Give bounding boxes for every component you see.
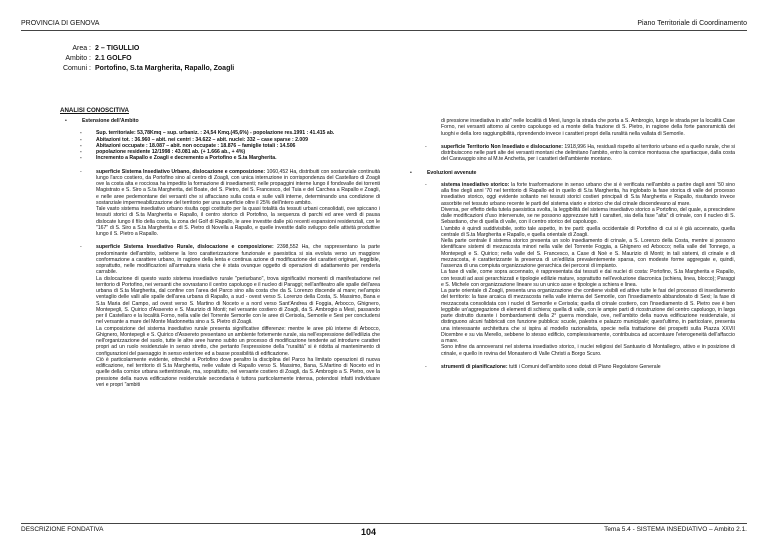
area-info <box>58 44 234 74</box>
storico-paragraph: - sistema insediativo storico: la forte trasformazione in senso urbano che si è verificata nell'ambito a partire dagli anni '50 sino alla fine degli anni '70 nel territorio di Rapallo ed in quello di S.ta Margherita, ha inglobato la fase storica di valle del processo insediativo storico, oggi evidente soltanto nei tessuti storici costieri principali di S.ta Margherita e Rapallo, risultando invece assorbite nel tessuto urbano recente le parti del sistema viario e storico che dal crinale discendevano al mare. Diversa, per effetto della tutela paesistica svolta, la leggibilità del sistema insediativo storico a Portofino, del quale, a prescindere dalle modificazioni d'uso intervenute, se ne possono apprezzare tutti i caratteri, sia della fase "alta" di crinale, con il nucleo di S. Sebastiano, che di quella di valle, con il centro storico del capoluogo. L'ambito è quindi suddivisibile, sotto tale aspetto, in tre parti: quella occidentale di Portofino di cui si è già accennato, quella centrale di S.ta Margherita e Rapallo, e quella orientale di Zoagli. Nella parte centrale il sistema storico presenta un solo insediamento di crinale, a S. Lorenzo della Costa, mentre si possono identificare sistemi di mezzacosta minori nella valle del Torrente Foggia, a Ghignero ed Arbocco; nella valle del Tonnego, a Montepegli e S. Quirico; nella valle del S. Francesco, a Case di Noè e S. Maurizio di Monti; in tali sistemi, di crinale e di mezzacosta, è caratterizzante la presenza di un'edilizia prevalentemente sparsa, con modeste forme aggregate e, quindi, l'assenza di una compiuta organizzazione gerarchica dei percorsi di impianto. La fase di valle, come sopra accennato, è rappresentata dai tessuti e dai nuclei di costa: Portofino, S.ta Margherita e Rapallo, con tessuti ad assi gerarchizzati e tipologie edilizie mature, soprattutto nell'evoluzione diacronica (schiera, linea, blocco); Paraggi e S. Michele con organizzazione lineare su un unico asse e tipologie a schiera e linea. La parte orientale di Zoagli, presenta una organizzazione che contiene visibili ed attive tutte le fasi del processo di insediamento del territorio: la fase arcaica di mezzacosta nella valle interna del Semorile, con l'insediamento abbandonato di Sexi; la fase di mezzacosta consolidata con i nuclei di Semorile e Cerisola; quella di crinale costiero, con l'insediamento di S. Pietro ove è ben leggibile un'aggregazione di elementi di schiera; quella di valle, con le ampie parti di ricostruzione del centro capoluogo, in larga parte distrutto durante i bombardamenti della 2° guerra mondiale, ove, nell'ambito della nuova edificazione residenziale, si distinguono alcuni fabbricati con funzione pubblica: scuole, palestra e palazzo municipale; quest'ultimo, in particolare, presenta una interessante architettura che si ispira al modello razionalista, specie nella trattazione dei prospetti sulla Piazza XXVII Dicembre e su via Merello, sebbene lo stesso edificio, complessivamente, contribuisca ad accentuare l'eterogeneità dell'affaccio a mare. Sono infine da annoverarsi nel sistema insediativo storico, i nuclei religiosi del Santuario di Montallegro, attivo e in posizione di crinale, e quello in rovina del Monastero di Valle Christi a Borgo Scuro. <box>425 181 735 357</box>
header-right: Piano Territoriale di Coordinamento <box>637 20 747 27</box>
right-column <box>405 118 735 377</box>
footer-right: Tema 5.4 - SISTEMA INSEDIATIVO – Ambito 2.1. <box>604 526 747 533</box>
header-left: PROVINCIA DI GENOVA <box>21 20 100 27</box>
left-column <box>60 118 380 395</box>
list-item: - Abitazioni tot. : 36.960 – abit. nei centri : 34.622 – abit. nuclei: 332 – case sparse : 2.009 <box>80 136 308 143</box>
rurale-heading: superficie Sistema Insediativo Rurale, dislocazione e composizione: <box>96 244 274 251</box>
urbano-paragraph: - superficie Sistema Insediativo Urbano, dislocazione e composizione: 1060,452 Ha, distribuiti con sostanziale continuità lungo l'arco costiero, da Portofino sino al centro di Zoagli, con unica interruzione in corrispondenza del Castellaro di Zoagli ove la costa alta e rocciosa ha impedito la formazione di insediamenti; nelle propaggini interne lungo il fondovalle dei torrenti Magistrato e S. Siro a S.ta Margherita, del Boate, del S. Pietro, del S. Francesco, del Tuia e del Carchea a Rapallo e Zoagli, e nelle aree pedemontane dei versanti che si affacciano sulla costa e sulle valli interne, determinando una condizione di sostanziale impermeabilizzazione del territorio per una superficie oltre il 25% dell'intero ambito. Tale vasto sistema insediativo urbano risulta oggi costituito per la quasi totalità da tessuti urbani consolidati, ove spiccano i tessuti storici di S.ta Margherita e Rapallo, il centro storico di Portofino, la sequenza di parchi ed aree verdi di pausa dislocate lungo il filo della costa, la zona del Golf di Rapallo, le aree investite dalle più recenti espansioni residenziali, con le "167" di S. Siro a S.ta Margherita e di S. Pietro di Novella a Rapallo, e quelle investite dallo sviluppo delle attività produttive lungo il S. Pietro a Rapallo. <box>80 168 381 237</box>
list-item: - popolazione residente 12/1998 : 43.081 ab. (+ 1.666 ab., + 4%) <box>80 149 246 155</box>
rurale-paragraph: - superficie Sistema Insediativo Rurale, dislocazione e composizione: 2398,552 Ha, che rappresentano la parte predominante dell'ambito, sebbene la loro caratterizzazione funzionale e paesistica si sia evoluta verso un maggiore conformazione a carattere urbano, in ragione della lenta e continua azione di modificazione dei caratteri originari, leggibile, soprattutto, nelle modificazioni all'armatura viaria che è stata ovunque oggetto di operazioni di adattamento per renderla carrabile. La dislocazione di questo vasto sistema insediativo rurale "periurbano", trova significativi momenti di manifestazione nel territorio di Portofino, nei versanti che sovrastano il centro capoluogo e il nucleo di Paraggi; nell'anfiteatro alle spalle dell'area urbana di S.ta Margherita, dal confine con l'area del Parco sino alla costa che da S. Lorenzo discende al mare; nel'ampio ventaglio delle valli alle spalle dell'area urbana di Rapallo, a sud - ovest verso S. Lorenzo della Costa, S. Massimo, Bana e S.ta Maria del Campo, ad ovest verso S. Martino di Noceto e a nord verso Sant'Andrea di Foggia, Arbocco, Ghignero, Montepegli, S. Quirico d'Assereto e S. Maurizio di Monti; nel versante costiero di Zoagli, da S. Ambrogio a Mexi, passando per il Castellaro e la località Forno, nella valle del Torrente Semorile con le aree di Cerisola, Semorile e Sexi per concludersi nel versante a mare del Monte Madonnetta sino a S. Pietro di Zoagli. La composizione del sistema insediativo rurale presenta significative differenze: mentre le aree più interne di Arbocco, Ghignero, Montepegli e S. Quirico d'Assereto presentano un ambiente fortemente rurale, sia nell'espressione dell'edilizia che nell'organizzazione del suolo, tutte le altre aree hanno subito un processo di modificazione tendente ad introdurre caratteri propri ad un ruolo residenziale in senso stretto, che pertanto l'espressione della "ruralità" si è ridotta al mantenimento di configurazioni del paesaggio in senso esteriore ed a basse possibilità di edificazione. Ciò è particolarmente evidente, ottreché a Portofino dove peraltro la disciplina del Parco ha limitato operazioni di nuova edificazione, nel territorio di S.ta Margherita, nelle vallate di Rapallo verso S. Massimo, Bana, S.Martino di Noceto ed in quelle della cornice urbana settentrionale, ma, soprattutto, nel versante costiero di Zoagli, da S. Ambrogio a S. Pietro, ove la pressione della nuova edificazione residenziale secondaria è tuttora particolarmente intensa, potendosi infatti individuare veri e propri "ambiti <box>80 244 380 388</box>
urbano-text-2: Tale vasto sistema insediativo urbano risulta oggi costituito per la quasi totalità da tessuti urbani consolidati, ove spiccano i tessuti storici di S.ta Margherita e Rapallo, il centro storico di Portofino, la sequenza di parchi ed aree verdi di pausa dislocate lungo il filo della costa, la zona del Golf di Rapallo, le aree investite dalle più recenti espansioni residenziali, con le "167" di S. Siro a S.ta Margherita e di S. Pietro di Novella a Rapallo, e quelle investite dallo sviluppo delle attività produttive lungo il S. Pietro a Rapallo. <box>96 206 380 237</box>
ambito-value: 2.1 GOLFO <box>95 55 132 62</box>
comuni-value: Portofino, S.ta Margherita, Rapallo, Zoagli <box>95 65 235 72</box>
area-value: 2 – TIGULLIO <box>95 45 140 52</box>
non-insediato-text: 1918,996 Ha, residuali rispetto al territorio urbano ed a quello rurale, che si distribuiscono nelle parti alte dei versanti montani che delimitano l'ambito, entro la cornice montuosa che spartiacque, dalla costa del Caravaggio sino al M.te Anchetta, per i caratteri dell'ambiente montano. <box>441 143 735 163</box>
page-footer <box>21 523 747 539</box>
urbano-text: 1060,452 Ha, distribuiti con sostanziale continuità lungo l'arco costiero, da Portofino sino al centro di Zoagli, con unica interruzione in corrispondenza del Castellaro di Zoagli ove la costa alta e rocciosa ha impedito la formazione di insediamenti; nelle propaggini interne lungo il fondovalle dei torrenti Magistrato e S. Siro a S.ta Margherita, del Boate, del S. Pietro, del S. Francesco, del Tuia e del Carchea a Rapallo e Zoagli, e nelle aree pedemontane dei versanti che si affacciano sulla costa e sulle valli interne, determinando una condizione di sostanziale impermeabilizzazione del territorio per una superficie oltre il 25% dell'intero ambito. <box>96 168 381 206</box>
rurale-text: 2398,552 Ha, che rappresentano la parte predominante dell'ambito, sebbene la loro caratterizzazione funzionale e paesistica si sia evoluta verso un maggiore conformazione a carattere urbano, in ragione della lenta e continua azione di modificazione dei caratteri originari, leggibile, soprattutto, nelle modificazioni all'armatura viaria che è stata ovunque oggetto di operazioni di adattamento per renderla carrabile. <box>96 244 380 276</box>
page-number: 104 <box>361 527 377 537</box>
urbano-heading: superficie Sistema Insediativo Urbano, dislocazione e composizione: <box>96 168 266 175</box>
non-insediato-heading: superficie Territorio Non Insediato e dislocazione: <box>441 143 563 150</box>
bullet-evoluzioni <box>405 170 735 176</box>
rurale-text-3: La composizione del sistema insediativo rurale presenta significative differenze: mentre le aree più interne di Arbocco, Ghignero, Montepegli e S. Quirico d'Assereto presentano un ambiente fortemente rurale, sia nell'espressione dell'edilizia che nell'organizzazione del suolo, tutte le altre aree hanno subito un processo di modificazione tendente ad introdurre caratteri propri ad un ruolo residenziale in senso stretto, che pertanto l'espressione della "ruralità" si è ridotta al mantenimento di configurazioni del paesaggio in senso esteriore ed a basse possibilità di edificazione. <box>96 325 380 357</box>
bullet-title: Evoluzioni avvenute <box>427 169 477 176</box>
storico-text: la forte trasformazione in senso urbano che si è verificata nell'ambito a partire dagli anni '50 sino alla fine degli anni '70 nel territorio di Rapallo ed in quello di S.ta Margherita, ha inglobato la fase storica di valle del processo insediativo storico, oggi evidente soltanto nei tessuti storici costieri principali di S.ta Margherita e Rapallo, risultando invece assorbite nel tessuto urbano recente le parti del sistema viario e storico che dal crinale discendevano al mare. <box>441 181 735 207</box>
pianificazione-heading: strumenti di pianificazione: <box>441 363 508 370</box>
bullet-estensione <box>60 118 380 124</box>
ambito-label: Ambito : <box>65 55 91 62</box>
storico-heading: sistema insediativo storico: <box>441 181 510 188</box>
bullet-icon: • <box>65 118 67 124</box>
list-item: - Incremento a Rapallo e Zoagli e decremento a Portofino e S.ta Margherita. <box>80 155 277 162</box>
rurale-text-2: La dislocazione di questo vasto sistema insediativo rurale "periurbano", trova significativi momenti di manifestazione nel territorio di Portofino, nei versanti che sovrastano il centro capoluogo e il nucleo di Paraggi; nell'anfiteatro alle spalle dell'area urbana di S.ta Margherita, dal confine con l'area del Parco sino alla costa che da S. Lorenzo discende al mare; nel'ampio ventaglio delle valli alle spalle dell'area urbana di Rapallo, a sud - ovest verso S. Lorenzo della Costa, S. Massimo, Bana e S.ta Maria del Campo, ad ovest verso S. Martino di Noceto e a nord verso Sant'Andrea di Foggia, Arbocco, Ghignero, Montepegli, S. Quirico d'Assereto e S. Maurizio di Monti; nel versante costiero di Zoagli, da S. Ambrogio a Mexi, passando per il Castellaro e la località Forno, nella valle del Torrente Semorile con le aree di Cerisola, Semorile e Sexi per concludersi nel versante a mare del Monte Madonnetta sino a S. Pietro di Zoagli. <box>96 275 380 326</box>
area-label: Area : <box>72 45 91 52</box>
bullet-title: Estensione dell'Ambito <box>82 118 139 124</box>
pianificazione-text: tutti i Comuni dell'ambito sono dotati di Piano Regolatore Generale <box>507 363 661 370</box>
comuni-label: Comuni : <box>62 65 91 72</box>
non-insediato-paragraph: - superficie Territorio Non Insediato e dislocazione: 1918,996 Ha, residuali rispetto al territorio urbano ed a quello rurale, che si distribuiscono nelle parti alte dei versanti montani che delimitano l'ambito, entro la cornice montuosa che spartiacque, dalla costa del Caravaggio sino al M.te Anchetta, per i caratteri dell'ambiente montano. <box>425 143 735 163</box>
page-header <box>21 18 747 31</box>
rurale-text-4: Ciò è particolarmente evidente, ottreché a Portofino dove peraltro la disciplina del Parco ha limitato operazioni di nuova edificazione, nel territorio di S.ta Margherita, nelle vallate di Rapallo verso S. Massimo, Bana, S.Martino di Noceto ed in quelle della cornice urbana settentrionale, ma, soprattutto, nel versante costiero di Zoagli, da S. Ambrogio a S. Pietro, ove la pressione della nuova edificazione residenziale secondaria è tuttora particolarmente intensa, potendosi infatti individuare veri e propri "ambiti <box>96 356 380 388</box>
bullet-icon: • <box>410 169 412 176</box>
footer-left: DESCRIZIONE FONDATIVA <box>21 526 104 533</box>
list-item: - Abitazioni occupate : 18.087 – abit. non occupate : 18.876 – famiglie totali : 14.506 <box>80 142 296 149</box>
pianificazione-paragraph: - strumenti di pianificazione: tutti i Comuni dell'ambito sono dotati di Piano Regolatore Generale <box>425 363 661 370</box>
continued-paragraph: di pressione insediativa in atto" nelle località di Mexi, lungo la strada che porta a S. Ambrogio, lungo le strada per la località Case Forno, nei versanti attorno al centro capoluogo ed a monte della frazione di S. Pietro, in ragione della forte panoramicità dei luoghi e della loro raggiungibilità, riprendendo invece i caratteri propri della ruralità nella vallata di Semorile. <box>441 118 735 137</box>
stats-list <box>60 130 380 161</box>
list-item: - Sup. territoriale: 53,78Kmq – sup. urbaniz. : 24,54 Kmq.(45,6%) - popolazione res.1991 : 41.415 ab. <box>80 130 335 137</box>
section-title: ANALISI CONOSCITIVA <box>60 107 129 114</box>
